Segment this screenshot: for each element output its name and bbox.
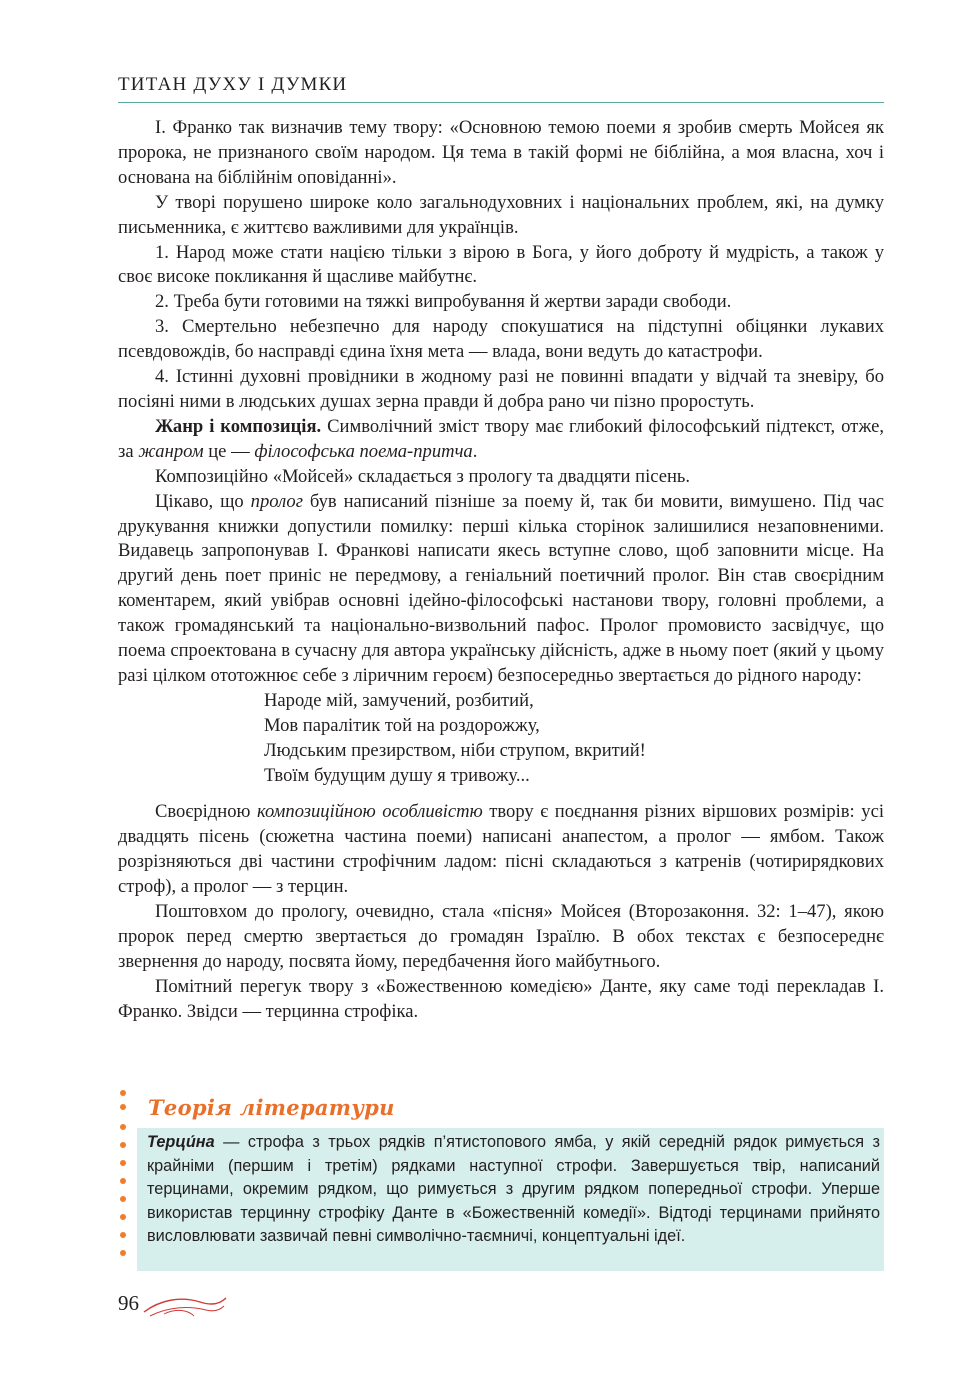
paragraph: Поштовхом до прологу, очевидно, стала «пісня» Мойсея (Второзаконня. 32: 1–47), якою пророк перед смертю звертається до громадян Ізраїлю. В обох текстах є безпосереднє звернення до народу, посвята йому, передбачення його майбутнього. <box>118 901 884 972</box>
poem-line: Народе мій, замучений, розбитий, <box>264 689 534 711</box>
paragraph: 2. Треба бути готовими на тяжкі випробування й жертви заради свободи. <box>155 291 732 313</box>
paragraph: Композиційно «Мойсей» складається з прологу та двадцяти пісень. <box>155 465 691 487</box>
dotted-margin-decoration <box>118 1090 128 1270</box>
paragraph: 4. Істинні духовні провідники в жодному разі не повинні впадати у відчай та зневіру, бо посіяні ними в людських душах зерна правди й добра рано чи пізно проростуть. <box>118 366 884 412</box>
paragraph: І. Франко так визначив тему твору: «Основною темою поеми я зробив смерть Мойсея як пророка, не признаного своїм народом. Ця тема в такій формі не біблійна, а моя власна, хоч і основана на біблійнім оповіданні». <box>118 117 884 188</box>
paragraph-genre: Жанр і композиція. Символічний зміст твору має глибокий філософський підтекст, отже, за жанром це — філософська поема-притча. <box>118 415 884 462</box>
page-number: 96 <box>118 1291 139 1315</box>
theory-definition: Терци́на — строфа з трьох рядків п’ятистопового ямба, у якій середній рядок римується з крайніми (першим і третім) рядками наступної строфи. Завершується твір, написаний терцинами, окремим рядком, що римується з другим рядком попередньої строфи. Уперше використав терцинну строфіку Данте в «Божественній комедії». Відтоді терцинами прийнято висловлювати зазвичай певні символічно-таємничі, концептуальні ідеї. <box>147 1133 880 1246</box>
paragraph-composition: Своєрідною композиційною особливістю твору є поєднання різних віршових розмірів: усі двадцять пісень (сюжетна частина поеми) написані анапестом, а пролог — ямбом. Також розрізняються дві частини строфічним ладом: пісні складаються з катренів (чотирирядкових строф), а пролог — з терцин. <box>118 801 884 898</box>
header-rule <box>118 102 884 103</box>
main-text <box>118 116 884 1025</box>
section-heading: Жанр і композиція. <box>155 415 322 437</box>
paragraph: У творі порушено широке коло загальнодуховних і національних проблем, які, на думку письменника, є життєво важливими для українців. <box>118 191 884 238</box>
paragraph-prologue: Цікаво, що пролог був написаний пізніше за поему й, так би мовити, вимушено. Під час друкування книжки допустили помилку: перші кілька сторінок залишилися незаповненими. Видавець запропонував І. Франкові написати якесь вступне слово, щоб заповнити місце. На другий день поет приніс не передмову, а геніальний поетичний пролог. Він став своєрідним коментарем, який увібрав основні ідейно-філософські настанови твору, головні проблеми, а також громадянський та національно-визвольний пафос. Пролог промовисто засвідчує, що поема спроектована в сучасну для автора українську дійсність, адже в ньому поет (який у цьому разі цілком ототожнює себе з ліричним героєм) безпосередньо звертається до рідного народу: <box>118 490 885 686</box>
poem-line: Мов паралітик той на роздорожжу, <box>264 714 540 736</box>
paragraph: Помітний перегук твору з «Божественною комедією» Данте, яку саме тоді перекладав І. Франко. Звідси — терцинна строфіка. <box>118 975 884 1022</box>
poem-line: Людським презирством, ніби струпом, вкритий! <box>264 739 646 761</box>
running-header: ТИТАН ДУХУ І ДУМКИ <box>118 74 348 95</box>
theory-term: Терци́на <box>147 1133 215 1151</box>
flourish-ornament <box>140 1292 230 1322</box>
paragraph: 1. Народ може стати нацією тільки з вірою в Бога, у його доброту й мудрість, а також у своє високе покликання й щасливе майбутнє. <box>118 241 884 288</box>
poem-quote <box>264 689 884 789</box>
poem-line: Твоїм будущим душу я тривожу... <box>264 764 530 786</box>
theory-section-title: Теорія літератури <box>148 1095 395 1120</box>
paragraph: 3. Смертельно небезпечно для народу спокушатися на підступні обіцянки лукавих псевдовождів, бо насправді єдина їхня мета — влада, вони ведуть до катастрофи. <box>118 316 884 363</box>
